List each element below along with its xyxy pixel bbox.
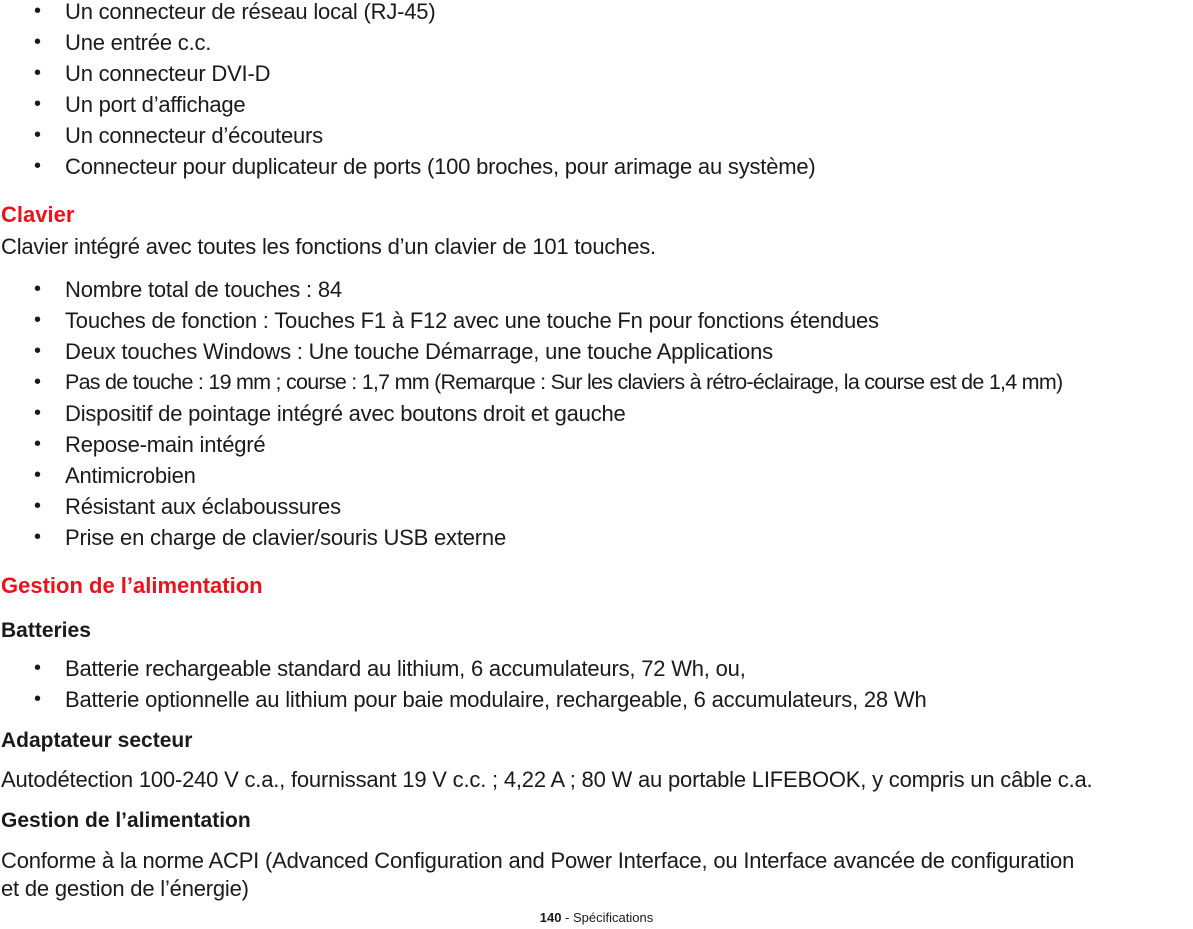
list-item: • Dispositif de pointage intégré avec boutons droit et gauche bbox=[0, 398, 1062, 429]
power-management-text-line2: et de gestion de l’énergie) bbox=[1, 876, 249, 901]
list-item: • Une entrée c.c. bbox=[0, 27, 816, 58]
list-item: • Touches de fonction : Touches F1 à F12 avec une touche Fn pour fonctions étendues bbox=[0, 305, 1062, 336]
batteries-list bbox=[0, 653, 926, 715]
page-number: 140 bbox=[539, 910, 562, 925]
list-item: • Deux touches Windows : Une touche Démarrage, une touche Applications bbox=[0, 336, 1062, 367]
power-management-text-line1: Conforme à la norme ACPI (Advanced Configuration and Power Interface, ou Interface avancée de configuration bbox=[1, 848, 1075, 873]
list-item: • Résistant aux éclaboussures bbox=[0, 491, 1062, 522]
list-item: • Batterie rechargeable standard au lithium, 6 accumulateurs, 72 Wh, ou, bbox=[0, 653, 926, 684]
power-management-heading: Gestion de l’alimentation bbox=[1, 809, 251, 832]
list-item: • Batterie optionnelle au lithium pour baie modulaire, rechargeable, 6 accumulateurs, 28 Wh bbox=[0, 684, 926, 715]
adapter-heading: Adaptateur secteur bbox=[1, 729, 193, 752]
power-heading: Gestion de l’alimentation bbox=[1, 573, 263, 598]
adapter-text: Autodétection 100-240 V c.a., fournissant 19 V c.c. ; 4,22 A ; 80 W au portable LIFEBOOK, y compris un câble c.a. bbox=[1, 767, 1093, 792]
list-item: • Un connecteur DVI-D bbox=[0, 58, 816, 89]
ports-list bbox=[0, 0, 816, 182]
footer-separator: - bbox=[561, 910, 574, 925]
list-item: • Nombre total de touches : 84 bbox=[0, 274, 1062, 305]
keyboard-heading: Clavier bbox=[1, 202, 75, 227]
list-item: • Un port d’affichage bbox=[0, 89, 816, 120]
list-item: • Pas de touche : 19 mm ; course : 1,7 mm (Remarque : Sur les claviers à rétro-éclairage, la course est de 1,4 mm) bbox=[0, 367, 1062, 398]
keyboard-list bbox=[0, 274, 1062, 553]
list-item: • Connecteur pour duplicateur de ports (100 broches, pour arimage au système) bbox=[0, 151, 816, 182]
list-item: • Antimicrobien bbox=[0, 460, 1062, 491]
batteries-heading: Batteries bbox=[1, 619, 91, 642]
list-item: • Prise en charge de clavier/souris USB externe bbox=[0, 522, 1062, 553]
footer-section: Spécifications bbox=[573, 910, 654, 925]
list-item: • Repose-main intégré bbox=[0, 429, 1062, 460]
list-item: • Un connecteur d’écouteurs bbox=[0, 120, 816, 151]
page-footer bbox=[0, 909, 1193, 927]
keyboard-intro: Clavier intégré avec toutes les fonctions d’un clavier de 101 touches. bbox=[1, 234, 656, 259]
list-item: • Un connecteur de réseau local (RJ-45) bbox=[0, 0, 816, 27]
